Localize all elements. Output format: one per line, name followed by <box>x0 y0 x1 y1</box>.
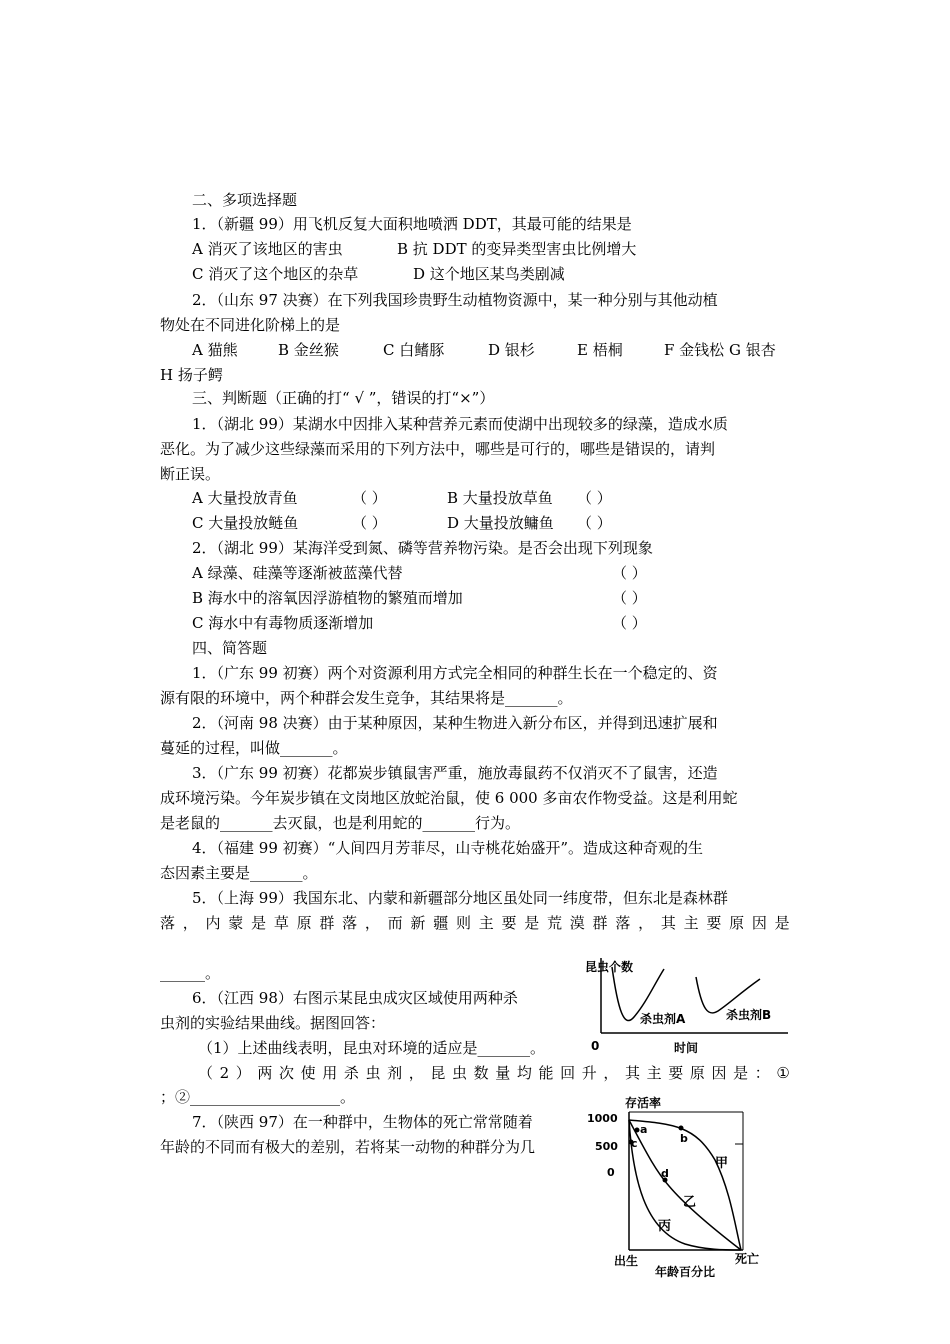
origin-label: 0 <box>591 1039 600 1053</box>
option-row <box>192 264 565 284</box>
question-text: 7．（陕西 97）在一种群中，生物体的死亡常常随着 <box>192 1113 533 1131</box>
label-insecticide-a: 杀虫剂A <box>640 1012 686 1026</box>
tick-500: 500 <box>595 1140 618 1153</box>
option-d: D 大量投放鳙鱼 <box>447 514 554 532</box>
option-b: B 大量投放草鱼 <box>447 489 553 507</box>
option-a: A 大量投放青鱼 <box>192 489 298 507</box>
section-heading-short-answer: 四、简答题 <box>192 639 268 657</box>
statement-row <box>192 563 647 583</box>
label-insecticide-b: 杀虫剂B <box>726 1008 772 1022</box>
question-text: 1．（湖北 99）某湖水中因排入某种营养元素而使湖中出现较多的绿藻，造成水质 <box>192 415 728 433</box>
question-text: 源有限的环境中，两个种群会发生竞争，其结果将是_______。 <box>160 689 573 707</box>
insecticide-figure <box>570 955 792 1055</box>
sub-question-justified: （ 2 ） 两 次 使 用 杀 虫 剂 ， 昆 虫 数 量 均 能 回 升 ， 其 主 要 原 因 是 ： ① <box>198 1064 790 1082</box>
question-text: 2．（湖北 99）某海洋受到氮、磷等营养物污染。是否会出现下列现象 <box>192 539 653 557</box>
label-a: a <box>640 1123 648 1136</box>
sub-question: （1）上述曲线表明，昆虫对环境的适应是_______。 <box>198 1039 546 1057</box>
option-h: H 扬子鳄 <box>160 366 223 384</box>
question-text: ______。 <box>160 964 221 982</box>
label-jia: 甲 <box>715 1156 729 1171</box>
option-row <box>192 239 636 259</box>
option-c: C 消灭了这个地区的杂草 <box>192 265 359 283</box>
label-d: d <box>661 1167 669 1180</box>
option-item: E 梧桐 <box>577 341 623 359</box>
x-axis-label: 年龄百分比 <box>655 1265 716 1278</box>
point-a <box>635 1128 640 1133</box>
option-item: C 白鳍豚 <box>383 341 445 359</box>
x-end-label: 死亡 <box>735 1252 760 1266</box>
option-item: D 银杉 <box>488 341 535 359</box>
question-text: 1．（新疆 99）用飞机反复大面积地喷洒 DDT，其最可能的结果是 <box>192 215 632 233</box>
question-text: 2．（河南 98 决赛）由于某种原因，某种生物进入新分布区，并得到迅速扩展和 <box>192 714 718 732</box>
label-bing: 丙 <box>658 1219 672 1234</box>
option-row <box>192 340 776 360</box>
survival-figure <box>585 1090 775 1278</box>
section-heading-multiple-choice: 二、多项选择题 <box>192 191 298 209</box>
question-text: 虫剂的实验结果曲线。据图回答： <box>160 1014 386 1032</box>
question-text: 恶化。为了减少这些绿藻而采用的下列方法中，哪些是可行的，哪些是错误的，请判 <box>160 440 716 458</box>
option-item: B 金丝猴 <box>278 341 339 359</box>
x-start-label: 出生 <box>614 1254 639 1268</box>
answer-paren: （ ） <box>612 589 647 607</box>
question-text: 成环境污染。今年炭步镇在文岗地区放蛇治鼠，使 6 000 多亩农作物受益。这是利用蛇 <box>160 789 738 807</box>
answer-paren: （ ） <box>352 489 387 507</box>
question-text: 3．（广东 99 初赛）花都炭步镇鼠害严重，施放毒鼠药不仅消灭不了鼠害，还造 <box>192 764 718 782</box>
answer-paren: （ ） <box>612 564 647 582</box>
answer-paren: （ ） <box>352 514 387 532</box>
tick-0: 0 <box>607 1166 615 1179</box>
question-text: 态因素主要是_______。 <box>160 864 318 882</box>
question-text: 5．（上海 99）我国东北、内蒙和新疆部分地区虽处同一纬度带，但东北是森林群 <box>192 889 728 907</box>
statement-row <box>192 588 647 608</box>
label-c: c <box>631 1137 638 1150</box>
tick-1000: 1000 <box>587 1112 618 1125</box>
y-axis-label: 存活率 <box>625 1096 662 1110</box>
statement-c: C 海水中有毒物质逐渐增加 <box>192 614 374 632</box>
y-axis-label: 昆虫个数 <box>585 960 634 974</box>
option-item: A 猫熊 <box>192 341 238 359</box>
label-yi: 乙 <box>683 1195 697 1210</box>
option-c: C 大量投放鲢鱼 <box>192 514 299 532</box>
question-text: 断正误。 <box>160 465 221 483</box>
answer-paren: （ ） <box>612 614 647 632</box>
question-text: 2．（山东 97 决赛）在下列我国珍贵野生动植物资源中，某一种分别与其他动植 <box>192 291 718 309</box>
question-text: 1．（广东 99 初赛）两个对资源利用方式完全相同的种群生长在一个稳定的、资 <box>192 664 718 682</box>
label-b: b <box>680 1132 688 1145</box>
statement-a: A 绿藻、硅藻等逐渐被蓝藻代替 <box>192 564 403 582</box>
option-row <box>192 513 612 533</box>
statement-b: B 海水中的溶氧因浮游植物的繁殖而增加 <box>192 589 463 607</box>
statement-row <box>192 613 647 633</box>
x-axis-label: 时间 <box>674 1041 699 1055</box>
question-text: 是老鼠的_______去灭鼠，也是利用蛇的_______行为。 <box>160 814 521 832</box>
answer-paren: （ ） <box>577 489 612 507</box>
point-b <box>679 1126 684 1131</box>
question-text-justified: 落 ， 内 蒙 是 草 原 群 落 ， 而 新 疆 则 主 要 是 荒 漠 群 落 ， 其 主 要 原 因 是 <box>160 914 790 932</box>
answer-paren: （ ） <box>577 514 612 532</box>
option-b: B 抗 DDT 的变异类型害虫比例增大 <box>397 240 637 258</box>
question-text: 4．（福建 99 初赛）“人间四月芳菲尽，山寺桃花始盛开”。造成这种奇观的生 <box>192 839 704 857</box>
option-d: D 这个地区某鸟类剧减 <box>413 265 565 283</box>
option-a: A 消灭了该地区的害虫 <box>192 240 343 258</box>
question-text: 蔓延的过程，叫做_______。 <box>160 739 348 757</box>
sub-question: ；②____________________。 <box>160 1088 356 1106</box>
option-item: F 金钱松 G 银杏 <box>664 341 776 359</box>
question-text: 年龄的不同而有极大的差别，若将某一动物的种群分为几 <box>160 1138 536 1156</box>
option-row <box>192 488 612 508</box>
question-text: 6．（江西 98）右图示某昆虫成灾区域使用两种杀 <box>192 989 518 1007</box>
section-heading-true-false: 三、判断题（正确的打“ √ ”，错误的打“×”） <box>192 389 495 407</box>
question-text: 物处在不同进化阶梯上的是 <box>160 316 341 334</box>
